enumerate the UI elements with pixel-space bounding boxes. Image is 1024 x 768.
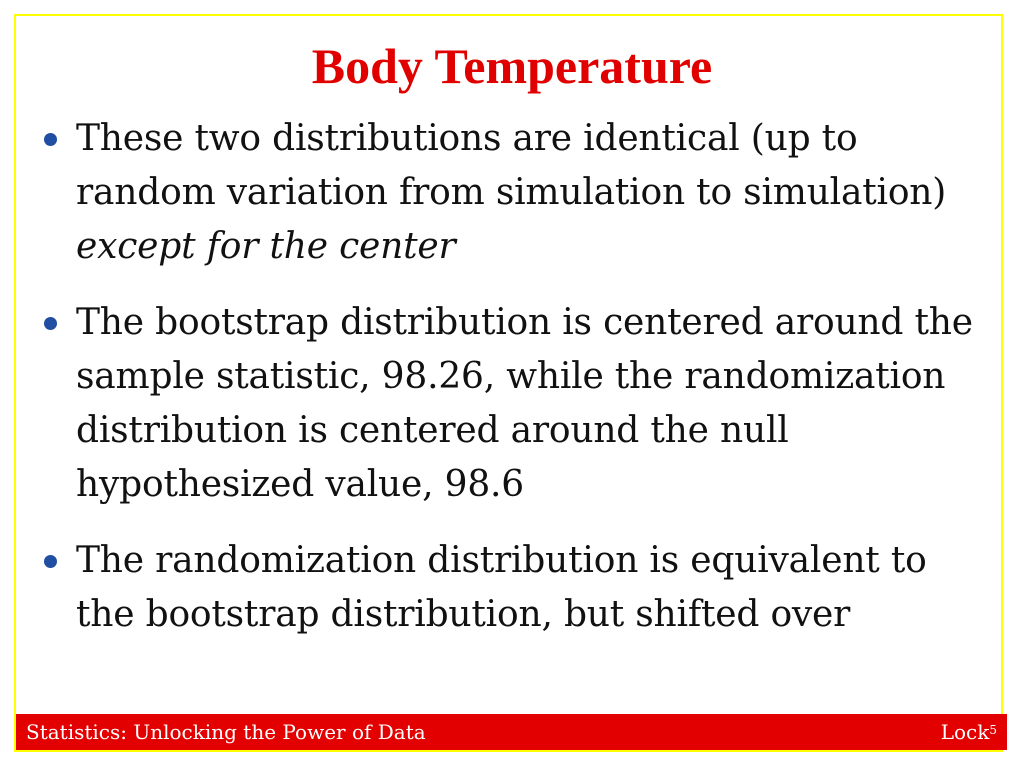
bullet-item-3 bbox=[44, 534, 994, 642]
bullet-item-2 bbox=[44, 296, 994, 512]
bullet-list bbox=[44, 112, 994, 664]
footer-author bbox=[941, 714, 997, 750]
bullet-text-1: These two distributions are identical (up to random variation from simulation to simulation) bbox=[76, 118, 947, 213]
slide-title: Body Temperature bbox=[311, 38, 713, 94]
slide-number: 5 bbox=[989, 723, 997, 737]
slide-footer bbox=[16, 714, 1007, 750]
bullet-item-1 bbox=[44, 112, 994, 274]
bullet-dot-icon bbox=[44, 317, 57, 330]
bullet-text-3: The randomization distribution is equivalent to the bootstrap distribution, but shifted over bbox=[76, 540, 927, 635]
footer-course-title: Statistics: Unlocking the Power of Data bbox=[26, 720, 426, 744]
bullet-emphasis-1: except for the center bbox=[76, 226, 456, 267]
bullet-dot-icon bbox=[44, 133, 57, 146]
bullet-dot-icon bbox=[44, 555, 57, 568]
footer-author-name: Lock bbox=[940, 720, 990, 744]
bullet-text-2: The bootstrap distribution is centered around the sample statistic, 98.26, while the randomization distribution is centered around the null hypothesized value, 98.6 bbox=[76, 302, 973, 505]
